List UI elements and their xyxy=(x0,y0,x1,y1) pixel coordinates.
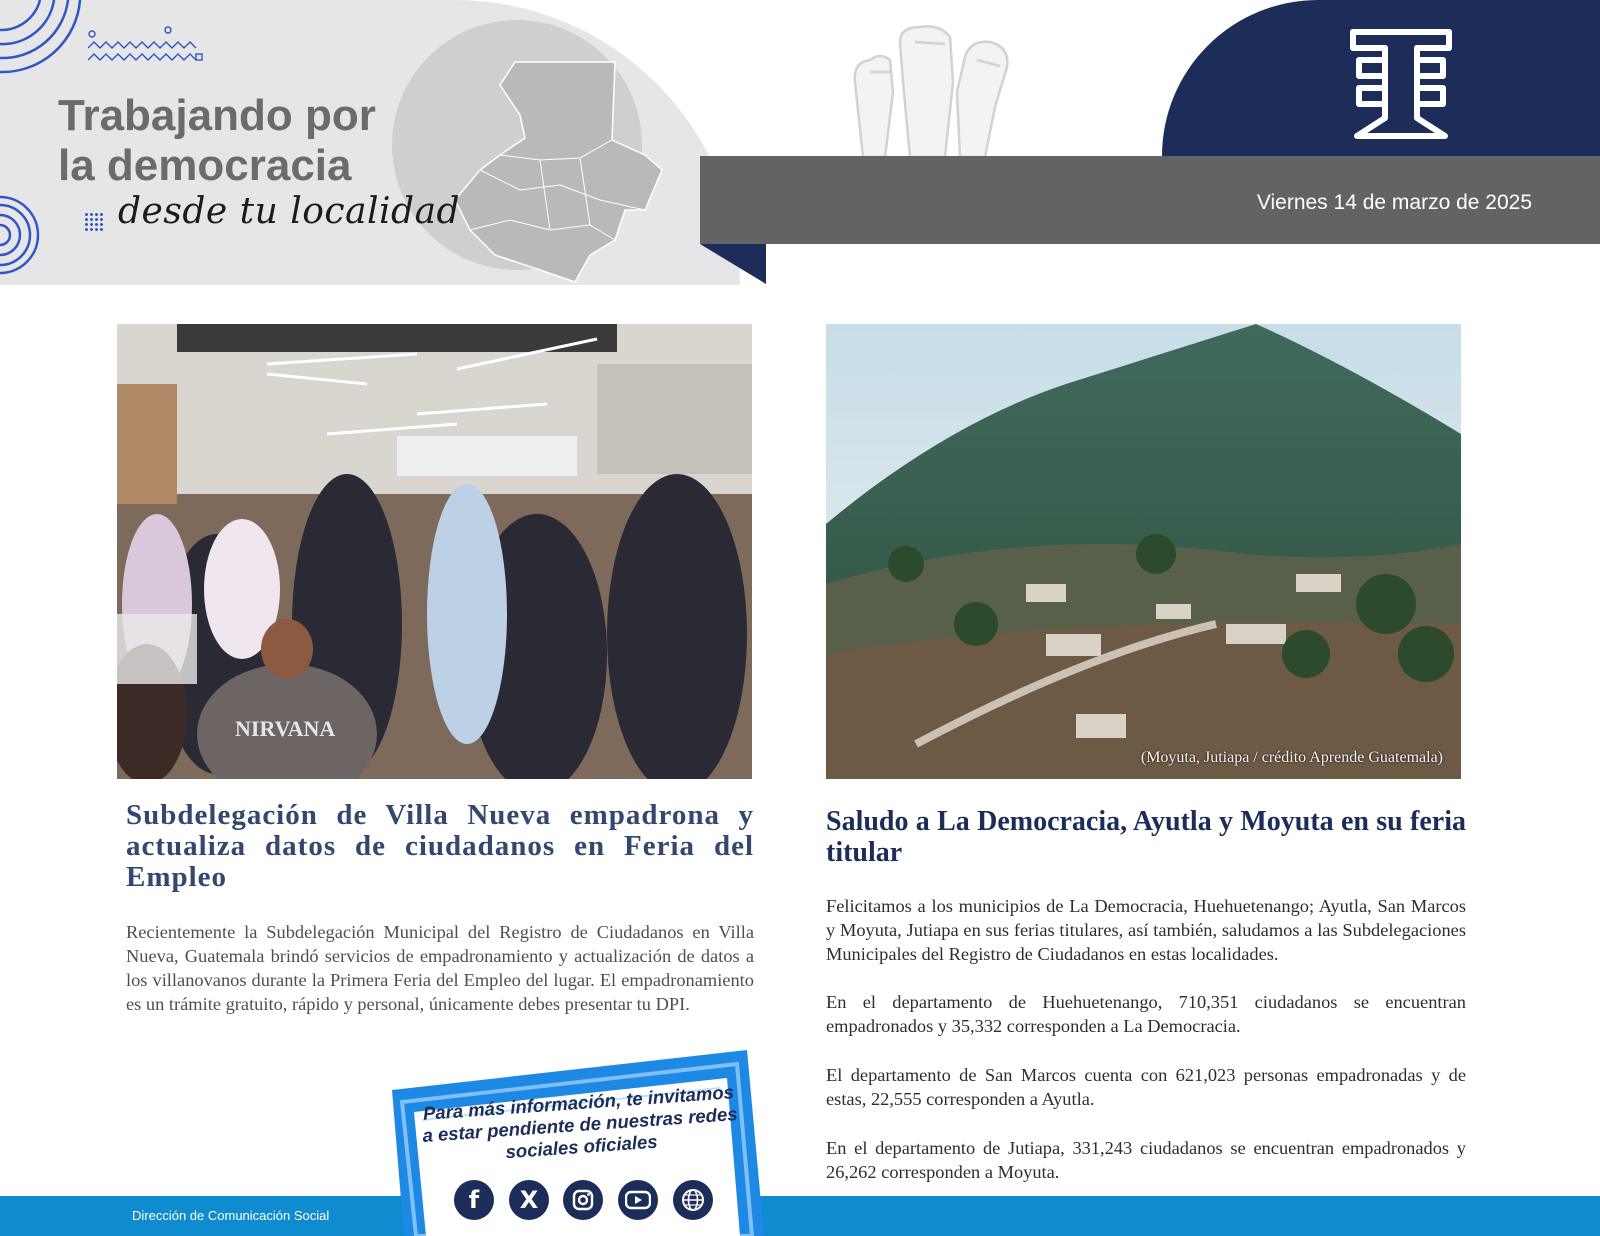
header-title-line-2: la democracia xyxy=(58,141,352,190)
decorative-dots-icon xyxy=(84,212,104,232)
decorative-arcs-left-icon xyxy=(0,195,72,275)
x-icon[interactable]: X xyxy=(509,1180,549,1220)
header-title-line-1: Trabajando por xyxy=(58,91,376,140)
header-accent-triangle xyxy=(700,244,766,284)
article-right-paragraph: En el departamento de Jutiapa, 331,243 ciudadanos se encuentran empadronados y 26,262 corresponden a Moyuta. xyxy=(826,1138,1466,1182)
decorative-arcs-top-icon xyxy=(0,0,90,90)
svg-text:NIRVANA: NIRVANA xyxy=(235,716,336,741)
photo-caption: (Moyuta, Jutiapa / crédito Aprende Guatemala) xyxy=(1140,749,1443,766)
article-left-body: Recientemente la Subdelegación Municipal del Registro de Ciudadanos en Villa Nueva, Guatemala brindó servicios de empadronamiento y actualización de datos a los villanovanos durante la Primera Feria del Empleo del lugar. El empadronamiento es un trámite gratuito, rápido y personal, únicamente debes presentar tu DPI. xyxy=(126,922,754,1014)
web-icon[interactable] xyxy=(673,1180,713,1220)
tse-logo-icon xyxy=(1345,26,1457,142)
photo-moyuta-volcano xyxy=(826,324,1461,779)
footer-text: Dirección de Comunicación Social xyxy=(132,1208,330,1223)
facebook-icon[interactable]: f xyxy=(454,1180,494,1220)
decorative-zigzag-icon xyxy=(88,26,213,74)
article-right-paragraph: Felicitamos a los municipios de La Democracia, Huehuetenango; Ayutla, San Marcos y Moyuta, Jutiapa en sus ferias titulares, así también, saludamos a las Subdelegaciones Municipales del Registro de Ciudadanos en estas localidades. xyxy=(826,896,1466,964)
article-left-headline: Subdelegación de Villa Nueva empadrona y actualiza datos de ciudadanos en Feria del Empleo xyxy=(126,799,754,893)
social-message: Para más información, te invitamos a estar pendiente de nuestras redes sociales oficiales xyxy=(421,1081,739,1163)
article-right-paragraph: En el departamento de Huehuetenango, 710,351 ciudadanos se encuentran empadronados y 35,332 corresponden a La Democracia. xyxy=(826,992,1466,1036)
article-right-headline: Saludo a La Democracia, Ayutla y Moyuta en su feria titular xyxy=(826,806,1466,868)
issue-date: Viernes 14 de marzo de 2025 xyxy=(1256,191,1532,214)
youtube-icon[interactable] xyxy=(618,1180,658,1220)
header-subtitle: desde tu localidad xyxy=(118,191,461,232)
photo-job-fair-crowd xyxy=(117,324,752,779)
raised-fists-icon xyxy=(845,22,1025,157)
article-right-paragraph: El departamento de San Marcos cuenta con 621,023 personas empadronadas y de estas, 22,555 corresponden a Ayutla. xyxy=(826,1065,1466,1109)
guatemala-map-icon xyxy=(440,60,670,285)
instagram-icon[interactable] xyxy=(563,1180,603,1220)
